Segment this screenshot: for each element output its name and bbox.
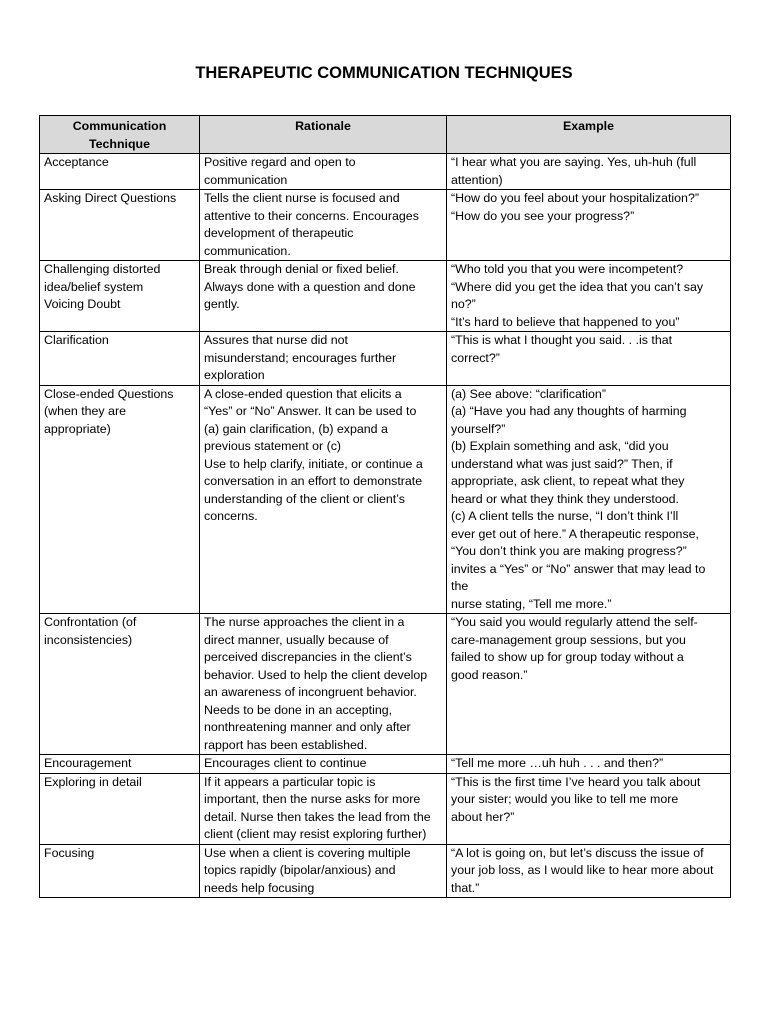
example-text-line: (a) See above: “clarification” — [451, 386, 606, 401]
example-text-line: nurse stating, “Tell me more.” — [451, 596, 612, 611]
example-text-line: “Where did you get the idea that you can’t say — [451, 279, 704, 294]
example-text-line: heard or what they think they understood. — [451, 491, 679, 506]
technique-text-line: Asking Direct Questions — [44, 191, 177, 205]
cell-rationale — [200, 614, 447, 755]
rationale-text-line: detail. Nurse then takes the lead from the — [204, 809, 431, 824]
cell-technique — [40, 755, 200, 774]
cell-technique — [40, 154, 200, 190]
column-header-rationale: Rationale — [200, 116, 447, 154]
column-header-technique: Communication Technique — [40, 116, 200, 154]
technique-text-line: Encouragement — [44, 756, 132, 770]
cell-example — [447, 154, 731, 190]
rationale-text-line: gently. — [204, 297, 240, 311]
cell-rationale — [200, 332, 447, 386]
cell-example — [447, 190, 731, 261]
table-body — [40, 154, 731, 898]
technique-text-line: inconsistencies) — [44, 632, 133, 647]
example-text-line: failed to show up for group today without a — [451, 650, 684, 664]
technique-text-line: Acceptance — [44, 155, 109, 169]
rationale-text-line: rapport has been established. — [204, 737, 368, 752]
rationale-text-line: Use when a client is covering multiple — [204, 845, 411, 860]
rationale-text-line: client (client may resist exploring further) — [204, 827, 427, 841]
example-text-line: (c) A client tells the nurse, “I don’t think I’ll — [451, 509, 679, 523]
example-text-line: (b) Explain something and ask, “did you — [451, 439, 669, 453]
rationale-text-line: exploration — [204, 368, 265, 382]
example-text-line: good reason.” — [451, 667, 528, 682]
rationale-text-line: nonthreatening manner and only after — [204, 720, 411, 734]
rationale-text-line: The nurse approaches the client in a — [204, 615, 405, 629]
example-text-line: your sister; would you like to tell me more — [451, 792, 679, 806]
table-row — [40, 154, 731, 190]
rationale-text-line: attentive to their concerns. Encourages — [204, 208, 419, 223]
technique-text-line: Clarification — [44, 333, 109, 347]
technique-text-line: Close-ended Questions — [44, 386, 174, 401]
rationale-text-line: important, then the nurse asks for more — [204, 792, 421, 806]
technique-text-line: Voicing Doubt — [44, 297, 121, 311]
cell-rationale — [200, 385, 447, 614]
cell-example — [447, 844, 731, 898]
example-text-line: correct?” — [451, 350, 500, 365]
page-title: THERAPEUTIC COMMUNICATION TECHNIQUES — [195, 64, 573, 82]
cell-technique — [40, 190, 200, 261]
rationale-text-line: perceived discrepancies in the client’s — [204, 650, 412, 664]
rationale-text-line: an awareness of incongruent behavior. — [204, 685, 417, 699]
cell-rationale — [200, 755, 447, 774]
example-text-line: “Tell me more …uh huh . . . and then?” — [451, 756, 664, 770]
rationale-text-line: needs help focusing — [204, 880, 315, 895]
example-text-line: attention) — [451, 172, 503, 187]
rationale-text-line: Break through denial or fixed belief. — [204, 262, 399, 276]
rationale-text-line: Use to help clarify, initiate, or continue a — [204, 456, 423, 471]
rationale-text-line: “Yes” or “No” Answer. It can be used to — [204, 404, 417, 418]
example-text-line: “You said you would regularly attend the self- — [451, 615, 698, 629]
example-text-line: “You don’t think you are making progress?” — [451, 544, 687, 558]
technique-text-line: Focusing — [44, 845, 95, 860]
cell-technique — [40, 844, 200, 898]
technique-text-line: Confrontation (of — [44, 615, 137, 629]
rationale-text-line: Needs to be done in an accepting, — [204, 702, 393, 717]
techniques-table — [39, 115, 731, 898]
example-text-line: ever get out of here.” A therapeutic response, — [451, 526, 699, 541]
table-row — [40, 773, 731, 844]
cell-technique — [40, 261, 200, 332]
cell-rationale — [200, 154, 447, 190]
table-row — [40, 190, 731, 261]
example-text-line: understand what was just said?” Then, if — [451, 456, 673, 471]
rationale-text-line: Positive regard and open to — [204, 155, 356, 169]
technique-text-line: Challenging distorted — [44, 262, 161, 276]
table-header-row — [40, 116, 731, 154]
technique-text-line: appropriate) — [44, 421, 111, 436]
cell-example — [447, 614, 731, 755]
cell-example — [447, 755, 731, 774]
rationale-text-line: previous statement or (c) — [204, 439, 342, 453]
example-text-line: no?” — [451, 297, 476, 311]
rationale-text-line: communication — [204, 172, 288, 187]
cell-example — [447, 385, 731, 614]
technique-text-line: (when they are — [44, 404, 126, 418]
rationale-text-line: (a) gain clarification, (b) expand a — [204, 421, 388, 436]
table-row — [40, 332, 731, 386]
cell-technique — [40, 773, 200, 844]
example-text-line: “How do you feel about your hospitalization?” — [451, 191, 699, 205]
rationale-text-line: topics rapidly (bipolar/anxious) and — [204, 863, 396, 877]
example-text-line: appropriate, ask client, to repeat what they — [451, 474, 685, 488]
example-text-line: your job loss, as I would like to hear more about — [451, 863, 714, 877]
cell-example — [447, 332, 731, 386]
table-row — [40, 844, 731, 898]
rationale-text-line: understanding of the client or client’s — [204, 491, 405, 506]
table-row — [40, 261, 731, 332]
table-row — [40, 755, 731, 774]
rationale-text-line: Tells the client nurse is focused and — [204, 191, 400, 205]
example-text-line: invites a “Yes” or “No” answer that may lead to — [451, 561, 706, 576]
rationale-text-line: conversation in an effort to demonstrate — [204, 474, 423, 488]
example-text-line: “This is the first time I’ve heard you talk about — [451, 774, 701, 789]
rationale-text-line: concerns. — [204, 509, 258, 523]
example-text-line: “This is what I thought you said. . .is that — [451, 333, 673, 347]
example-text-line: that.” — [451, 880, 480, 895]
example-text-line: “A lot is going on, but let’s discuss the issue of — [451, 845, 704, 860]
rationale-text-line: Encourages client to continue — [204, 756, 367, 770]
cell-technique — [40, 614, 200, 755]
rationale-text-line: Always done with a question and done — [204, 279, 416, 294]
rationale-text-line: A close-ended question that elicits a — [204, 386, 402, 401]
cell-rationale — [200, 261, 447, 332]
example-text-line: “How do you see your progress?” — [451, 208, 635, 223]
rationale-text-line: direct manner, usually because of — [204, 632, 389, 647]
rationale-text-line: behavior. Used to help the client develop — [204, 667, 428, 682]
example-text-line: care-management group sessions, but you — [451, 632, 686, 647]
cell-rationale — [200, 190, 447, 261]
cell-example — [447, 773, 731, 844]
table-row — [40, 614, 731, 755]
example-text-line: (a) “Have you had any thoughts of harming — [451, 404, 687, 418]
cell-rationale — [200, 844, 447, 898]
cell-rationale — [200, 773, 447, 844]
rationale-text-line: misunderstand; encourages further — [204, 350, 397, 365]
rationale-text-line: Assures that nurse did not — [204, 333, 348, 347]
example-text-line: about her?” — [451, 809, 515, 824]
table-row — [40, 385, 731, 614]
rationale-text-line: development of therapeutic — [204, 226, 354, 240]
rationale-text-line: If it appears a particular topic is — [204, 774, 376, 789]
column-header-example: Example — [447, 116, 731, 154]
cell-technique — [40, 385, 200, 614]
technique-text-line: idea/belief system — [44, 279, 144, 294]
example-text-line: the — [451, 579, 469, 593]
example-text-line: “I hear what you are saying. Yes, uh-huh (full — [451, 155, 697, 169]
example-text-line: “Who told you that you were incompetent? — [451, 262, 684, 276]
cell-technique — [40, 332, 200, 386]
cell-example — [447, 261, 731, 332]
example-text-line: “It’s hard to believe that happened to you” — [451, 314, 680, 329]
example-text-line: yourself?” — [451, 421, 506, 436]
rationale-text-line: communication. — [204, 243, 291, 258]
technique-text-line: Exploring in detail — [44, 774, 142, 789]
